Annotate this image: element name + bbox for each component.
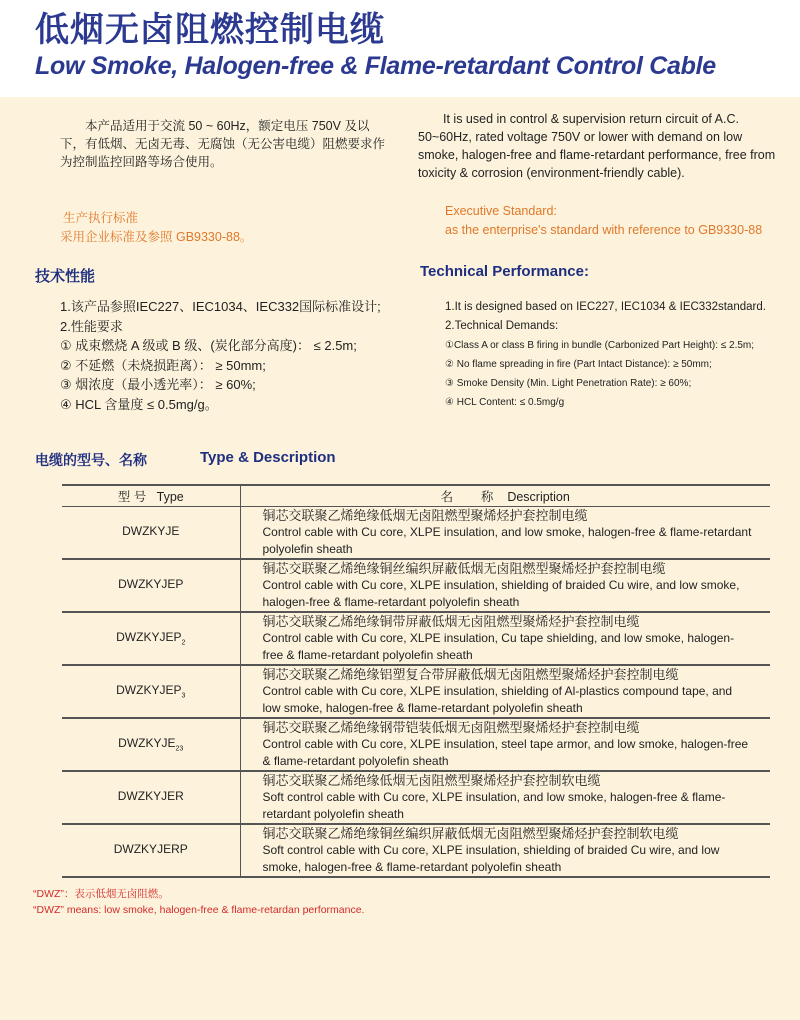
table-row [62, 718, 770, 771]
standard-en [445, 202, 762, 240]
cell-type [62, 718, 240, 771]
cell-description [240, 559, 770, 612]
tech-heading-en: Technical Performance: [420, 263, 589, 280]
description-en: Control cable with Cu core, XLPE insulation, shielding of braided Cu wire, and low smoke, halogen-free & flame-retardant polyolefin sheath [262, 578, 740, 609]
tech-item: ① 成束燃烧 A 级或 B 级、(炭化部分高度)： ≤ 2.5m; [60, 338, 357, 353]
cell-type [62, 665, 240, 718]
description-en: Control cable with Cu core, XLPE insulation, Cu tape shielding, and low smoke, halogen-free & flame-retardant polyolefin sheath [262, 631, 735, 662]
description-en: Control cable with Cu core, XLPE insulation, and low smoke, halogen-free & flame-retardant polyolefin sheath [262, 524, 752, 556]
description-en: Control cable with Cu core, XLPE insulation, shielding of Al-plastics compound tape, and low smoke, halogen-free & flame-retardant polyolefin sheath [262, 684, 733, 715]
standard-cn-title: 生产执行标准 [63, 211, 139, 225]
tech-item: 1.该产品参照IEC227、IEC1034、IEC332国际标准设计; [60, 299, 381, 314]
cell-description [240, 718, 770, 771]
description-cn: 铜芯交联聚乙烯绝缘钢带铠装低烟无卤阻燃型聚烯烃护套控制电缆 [262, 720, 640, 735]
type-code: DWZKYJER [117, 789, 184, 804]
cell-description [240, 665, 770, 718]
description-cn: 铜芯交联聚乙烯绝缘铝塑复合带屏蔽低烟无卤阻燃型聚烯烃护套控制电缆 [262, 667, 679, 682]
cell-type [62, 559, 240, 612]
type-code: DWZKYJE [122, 524, 180, 539]
intro-cn: 本产品适用于交流 50 ~ 60Hz，额定电压 750V 及以下，有低烟、无卤无毒、无腐蚀（无公害电缆）阻燃要求作为控制监控回路等场合使用。 [60, 119, 386, 169]
tech-item: ④ HCL Content: ≤ 0.5mg/g [445, 397, 565, 408]
tech-list-en [445, 298, 766, 412]
table-row [62, 665, 770, 718]
tech-item: ② No flame spreading in fire (Part Intact Distance): ≥ 50mm; [445, 359, 712, 370]
type-code: DWZKYJEP [116, 683, 182, 698]
description-cn: 铜芯交联聚乙烯绝缘铜丝编织屏蔽低烟无卤阻燃型聚烯烃护套控制软电缆 [262, 826, 679, 841]
cell-description [240, 612, 770, 665]
type-subscript: 3 [181, 692, 186, 700]
tech-item: ③ 烟浓度（最小透光率）： ≥ 60%; [60, 377, 256, 392]
description-cn: 铜芯交联聚乙烯绝缘低烟无卤阻燃型聚烯烃护套控制软电缆 [262, 773, 601, 788]
type-heading-en: Type & Description [200, 449, 336, 466]
cell-type [62, 506, 240, 559]
cell-type [62, 824, 240, 877]
tech-item: 2.Technical Demands: [445, 320, 559, 332]
cell-description [240, 506, 770, 559]
description-en: Control cable with Cu core, XLPE insulation, steel tape armor, and low smoke, halogen-free & flame-retardant polyolefin sheath [262, 737, 749, 768]
tech-item: ①Class A or class B firing in bundle (Carbonized Part Height): ≤ 2.5m; [445, 340, 755, 351]
table-row [62, 771, 770, 824]
type-code: DWZKYJEP [116, 630, 182, 645]
type-subscript: 2 [181, 639, 186, 647]
table-row [62, 559, 770, 612]
tech-item: 2.性能要求 [60, 318, 123, 334]
table-header [62, 485, 770, 506]
description-cn: 铜芯交联聚乙烯绝缘铜带屏蔽低烟无卤阻燃型聚烯烃护套控制电缆 [262, 614, 640, 629]
tech-item: ③ Smoke Density (Min. Light Penetration Rate): ≥ 60%; [445, 378, 692, 389]
note-cn: “DWZ”：表示低烟无卤阻燃。 [33, 888, 169, 900]
tech-item: ② 不延燃（未烧损距离）： ≥ 50mm; [60, 357, 266, 373]
type-heading-cn: 电缆的型号、名称 [35, 452, 147, 468]
description-cn: 铜芯交联聚乙烯绝缘低烟无卤阻燃型聚烯烃护套控制电缆 [262, 507, 588, 523]
standard-en-text: as the enterprise's standard with reference to GB9330-88 [445, 223, 763, 237]
type-code: DWZKYJE [118, 736, 176, 751]
tech-item: 1.It is designed based on IEC227, IEC1034 & IEC332standard. [445, 301, 766, 313]
cell-type [62, 612, 240, 665]
page-title-cn: 低烟无卤阻燃控制电缆 [35, 11, 385, 49]
table-row [62, 824, 770, 877]
table-row [62, 612, 770, 665]
tech-list-cn [60, 297, 381, 414]
intro-en: It is used in control & supervision return circuit of A.C. 50~60Hz, rated voltage 750V or lower with demand on low smoke, halogen-free and flame-retardant performance, free from toxicity & corrosion (environment-friendly cable). [418, 112, 776, 180]
type-code: DWZKYJERP [113, 842, 188, 857]
note-en: “DWZ” means: low smoke, halogen-free & flame-retardan performance. [33, 904, 365, 916]
type-subscript: 23 [175, 745, 184, 753]
description-en: Soft control cable with Cu core, XLPE insulation, shielding of braided Cu wire, and low smoke, halogen-free & flame-retardant polyolefin sheath [262, 843, 720, 874]
cell-description [240, 824, 770, 877]
standard-cn [60, 209, 252, 247]
description-en: Soft control cable with Cu core, XLPE insulation, and low smoke, halogen-free & flame-retardant polyolefin sheath [262, 790, 726, 821]
standard-en-title: Executive Standard: [445, 204, 557, 218]
header-description: 名 称 Description [240, 485, 770, 506]
type-code: DWZKYJEP [118, 577, 184, 592]
page-title-en: Low Smoke, Halogen-free & Flame-retardant Control Cable [35, 52, 716, 80]
cell-type [62, 771, 240, 824]
cell-description [240, 771, 770, 824]
type-table [62, 484, 770, 878]
tech-heading-cn: 技术性能 [35, 268, 96, 285]
tech-item: ④ HCL 含量度 ≤ 0.5mg/g。 [60, 396, 218, 412]
description-cn: 铜芯交联聚乙烯绝缘铜丝编织屏蔽低烟无卤阻燃型聚烯烃护套控制电缆 [262, 561, 666, 576]
standard-cn-text: 采用企业标准及参照 GB9330-88。 [60, 230, 253, 244]
table-row [62, 506, 770, 559]
header-type: 型 号 Type [62, 485, 240, 506]
